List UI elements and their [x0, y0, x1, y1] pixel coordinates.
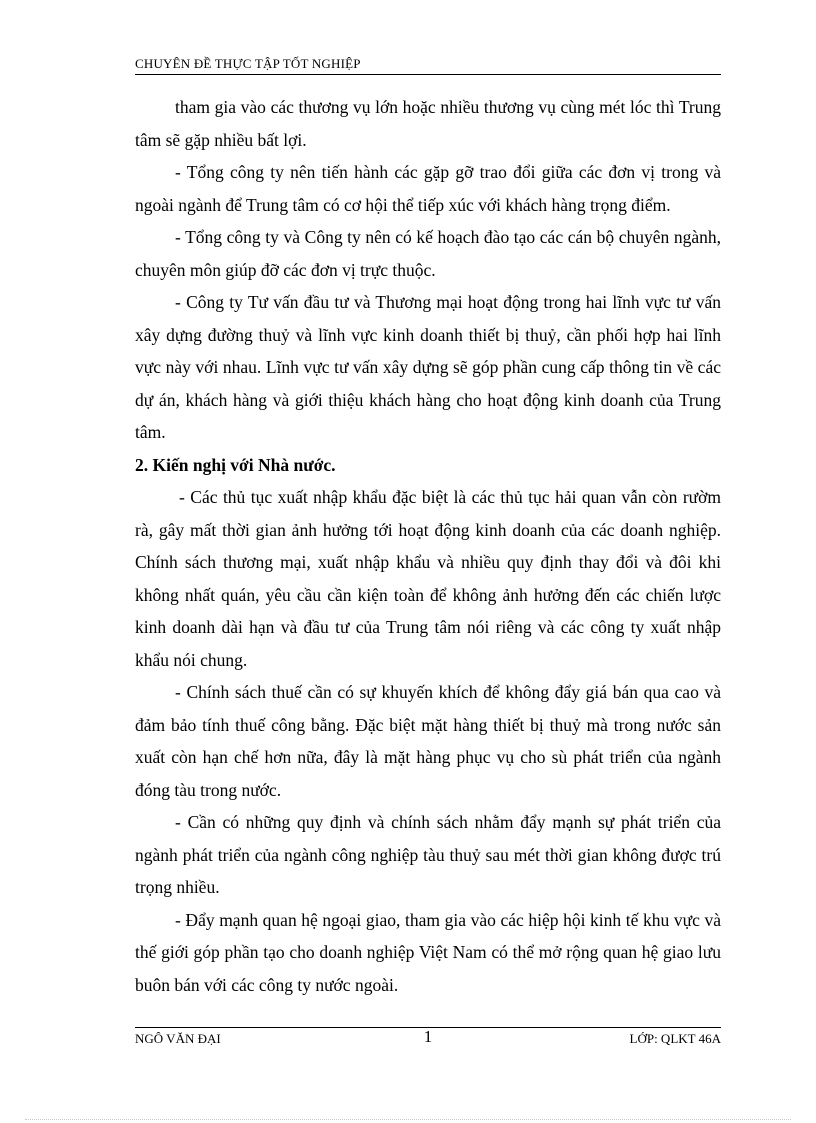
header-title: CHUYÊN ĐỀ THỰC TẬP TỐT NGHIỆP [135, 56, 361, 71]
header-divider [135, 74, 721, 75]
paragraph-8: - Đẩy mạnh quan hệ ngoại giao, tham gia vào các hiệp hội kinh tế khu vực và thế giới góp phần tạo cho doanh nghiệp Việt Nam có thể mở rộng quan hệ giao lưu buôn bán với các công ty nước ngoài. [135, 909, 721, 995]
page-edge-divider [25, 1119, 791, 1120]
footer-class: LỚP: QLKT 46A [629, 1031, 721, 1046]
paragraph-5: - Các thủ tục xuất nhập khẩu đặc biệt là các thủ tục hải quan vẫn còn rườm rà, gây mất thời gian ảnh hưởng tới hoạt động kinh doanh của các doanh nghiệp. Chính sách thương mại, xuất nhập khẩu và nhiều quy định thay đổi và đôi khi không nhất quán, yêu cầu cần kiện toàn để không ảnh hưởng đến các chiến lược kinh doanh dài hạn và đầu tư của Trung tâm nói riêng và các công ty xuất nhập khẩu nói chung. [135, 487, 721, 670]
paragraph-3: - Tổng công ty và Công ty nên có kế hoạch đào tạo các cán bộ chuyên ngành, chuyên môn giúp đỡ các đơn vị trực thuộc. [135, 227, 721, 280]
paragraph-6: - Chính sách thuế cần có sự khuyến khích để không đẩy giá bán qua cao và đảm bảo tính thuế công bằng. Đặc biệt mặt hàng thiết bị thuỷ mà trong nước sản xuất còn hạn chế hơn nữa, đây là mặt hàng phục vụ cho sù phát triển của ngành đóng tàu trong nước. [135, 682, 721, 800]
paragraph-4: - Công ty Tư vấn đầu tư và Thương mại hoạt động trong hai lĩnh vực tư vấn xây dựng đường thuỷ và lĩnh vực kinh doanh thiết bị thuỷ, cần phối hợp hai lĩnh vực này với nhau. Lĩnh vực tư vấn xây dựng sẽ góp phần cung cấp thông tin về các dự án, khách hàng và giới thiệu khách hàng cho hoạt động kinh doanh của Trung tâm. [135, 292, 721, 442]
paragraph-7: - Cần có những quy định và chính sách nhằm đẩy mạnh sự phát triển của ngành phát triển của ngành công nghiệp tàu thuỷ sau mét thời gian không được trú trọng nhiều. [135, 812, 721, 897]
document-body [135, 91, 721, 1001]
footer-author: NGÔ VĂN ĐẠI [135, 1031, 221, 1046]
section-heading: 2. Kiến nghị với Nhà nước. [135, 454, 336, 475]
page-number: 1 [423, 1027, 433, 1046]
paragraph-2: - Tổng công ty nên tiến hành các gặp gỡ trao đổi giữa các đơn vị trong và ngoài ngành để Trung tâm có cơ hội thể tiếp xúc với khách hàng trọng điểm. [135, 162, 721, 215]
paragraph-1: tham gia vào các thương vụ lớn hoặc nhiều thương vụ cùng mét lóc thì Trung tâm sẽ gặp nhiều bất lợi. [135, 97, 721, 150]
page-header [135, 55, 721, 73]
